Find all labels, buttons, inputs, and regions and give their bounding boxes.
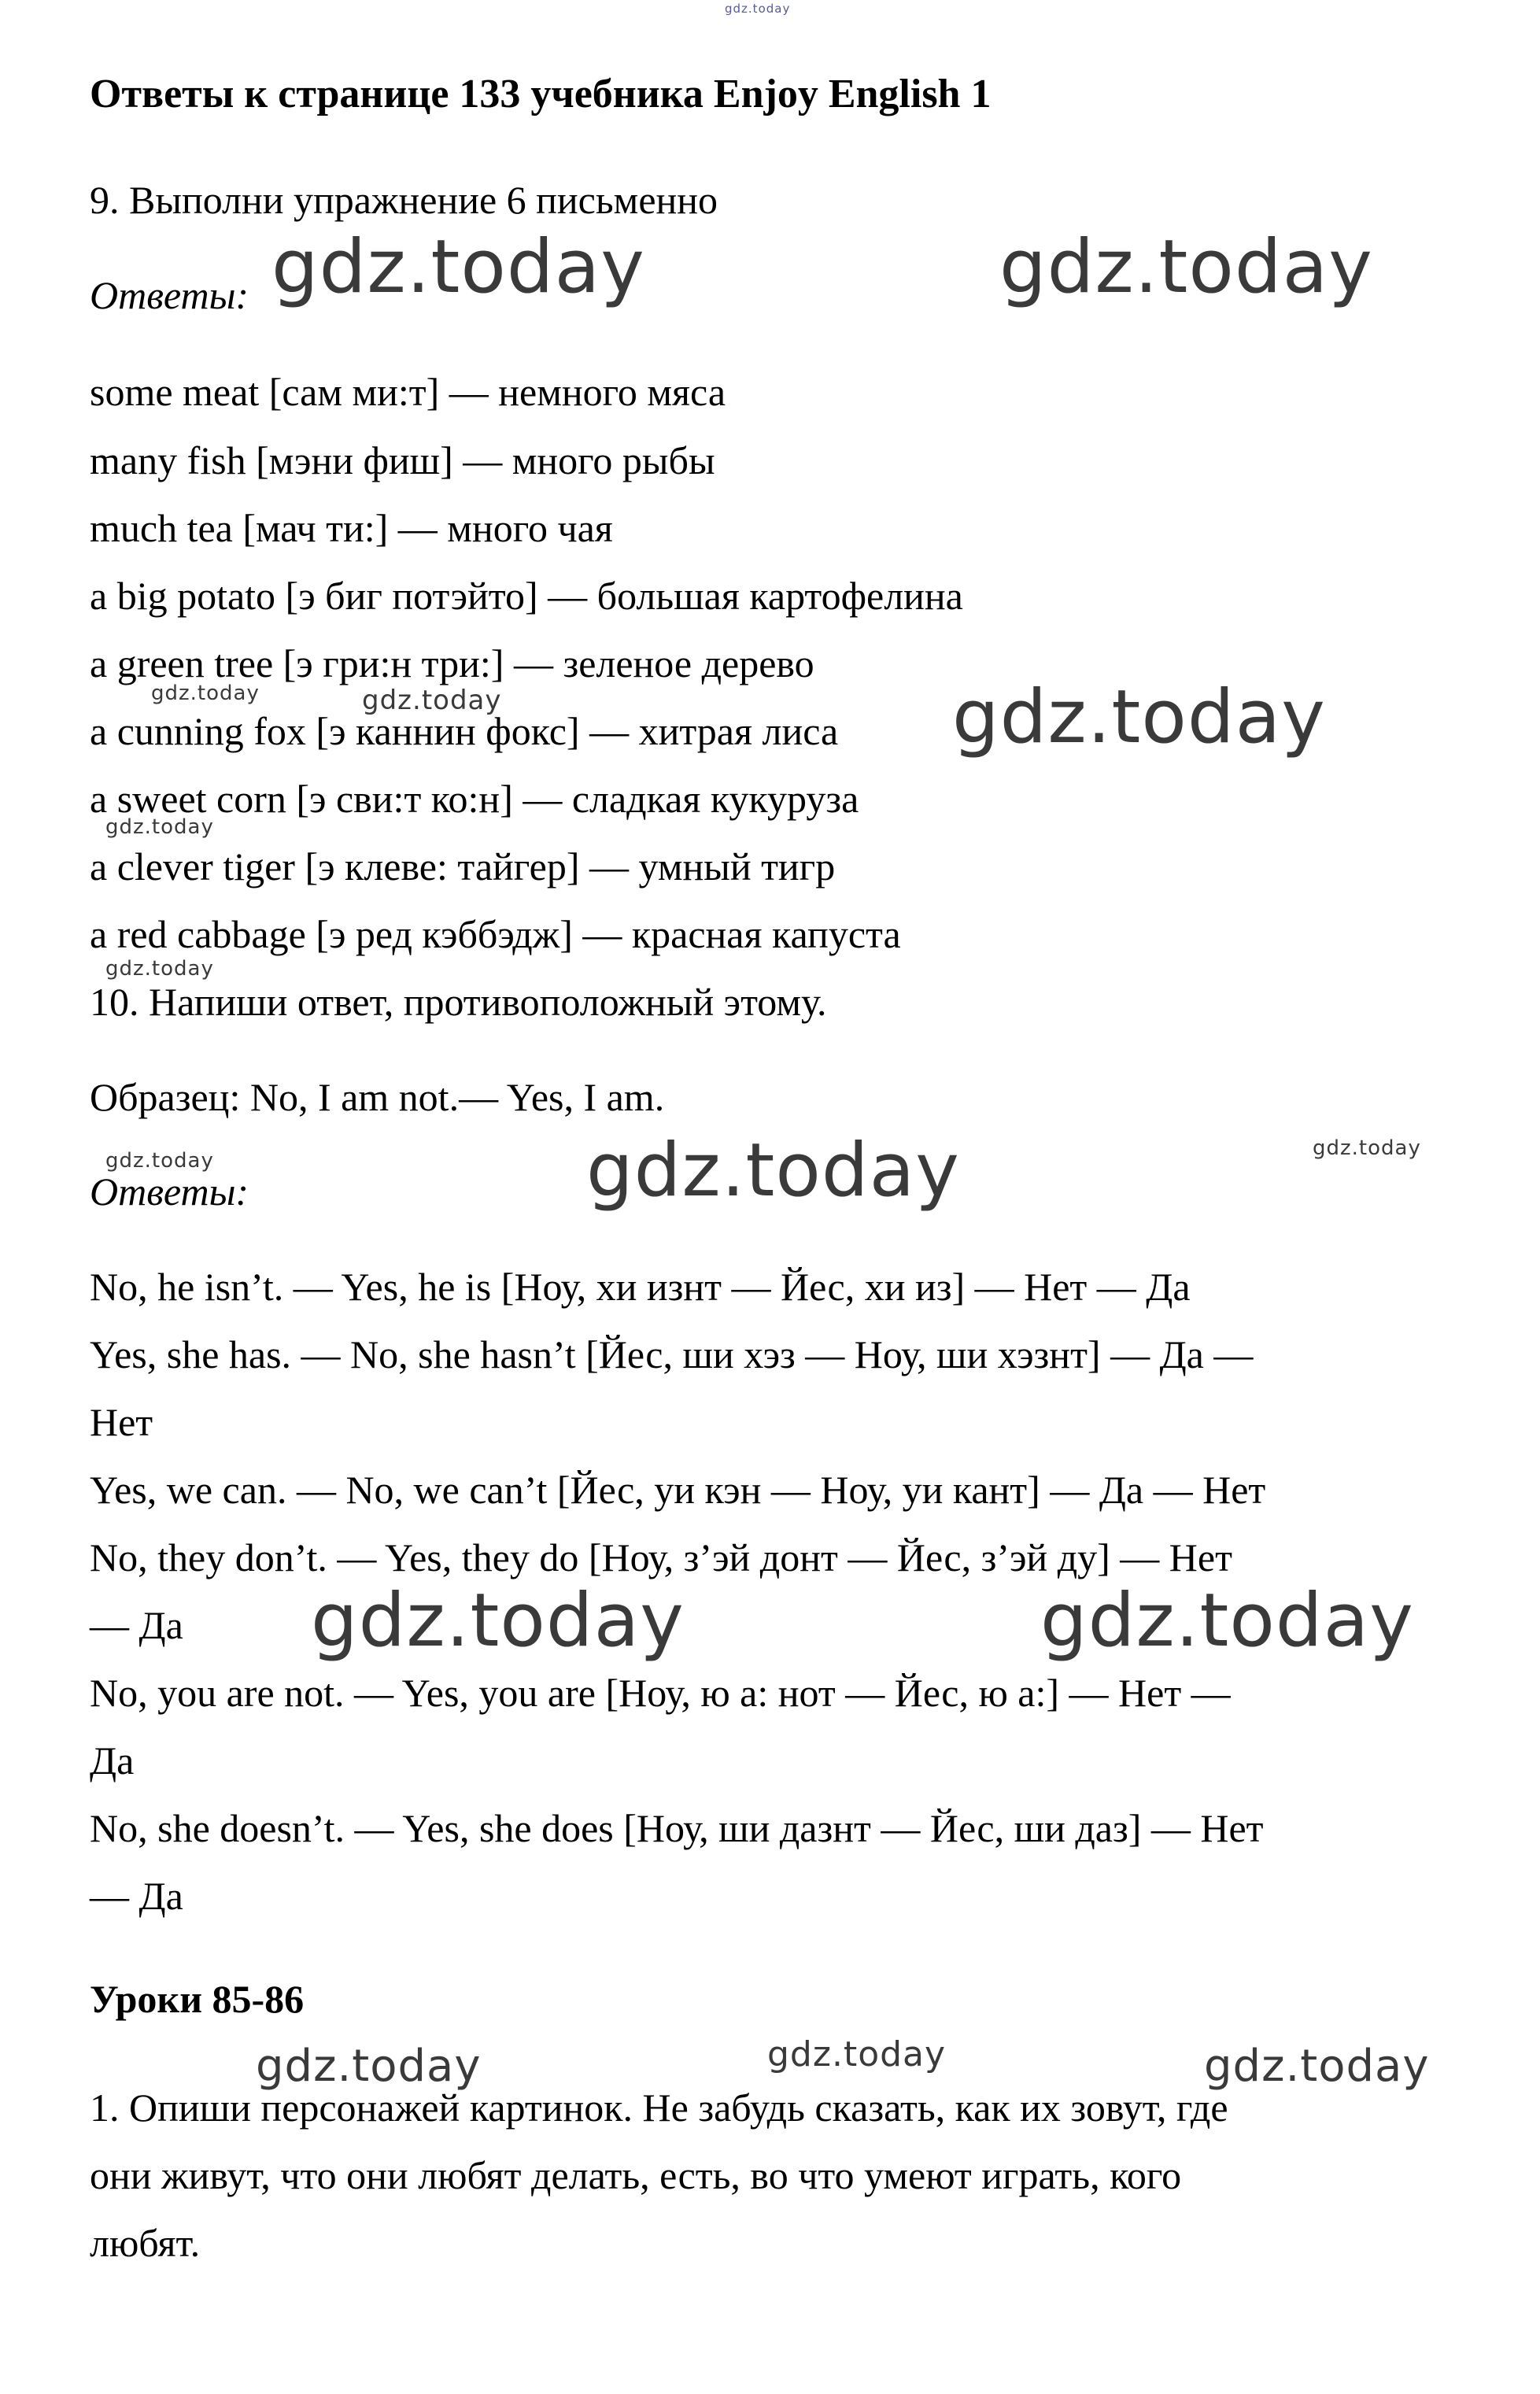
- lessons-line: они живут, что они любят делать, есть, во что умеют играть, кого: [90, 2153, 1182, 2197]
- exercise-10-line: — Да: [90, 1874, 183, 1918]
- exercise-10-answers-label: Ответы:: [90, 1169, 249, 1214]
- lessons-line: 1. Опиши персонажей картинок. Не забудь сказать, как их зовут, где: [90, 2086, 1228, 2130]
- exercise-10-sample: Образец: No, I am not.— Yes, I am.: [90, 1075, 665, 1119]
- exercise-10-task: 10. Напиши ответ, противоположный этому.: [90, 980, 827, 1024]
- exercise-9-line: a big potato [э биг потэйто] — большая картофелина: [90, 574, 963, 618]
- exercise-9-line: a green tree [э гри:н три:] — зеленое дерево: [90, 641, 814, 685]
- exercise-9-line: much tea [мач ти:] — много чая: [90, 506, 613, 550]
- exercise-9-line: a cunning fox [э каннин фокс] — хитрая лиса: [90, 709, 839, 753]
- page-title: Ответы к странице 133 учебника Enjoy English 1: [90, 72, 992, 116]
- watermark: gdz.today: [105, 1149, 214, 1173]
- watermark: gdz.today: [311, 1578, 685, 1664]
- exercise-9-answers-label: Ответы:: [90, 273, 249, 317]
- exercise-9-line: a red cabbage [э ред кэббэдж] — красная капуста: [90, 912, 901, 956]
- watermark: gdz.today: [999, 224, 1373, 310]
- exercise-10-line: No, he isn’t. — Yes, he is [Ноу, хи изнт — Йес, хи из] — Нет — Да: [90, 1265, 1191, 1309]
- exercise-10-line: No, she doesn’t. — Yes, she does [Ноу, ши дазнт — Йес, ши даз] — Нет: [90, 1806, 1264, 1850]
- exercise-9-line: many fish [мэни фиш] — много рыбы: [90, 438, 715, 482]
- exercise-10-line: Нет: [90, 1400, 153, 1444]
- watermark: gdz.today: [952, 674, 1326, 760]
- exercise-10-line: Yes, we can. — No, we can’t [Йес, уи кэн — Ноу, уи кант] — Да — Нет: [90, 1468, 1266, 1512]
- watermark: gdz.today: [1313, 1136, 1421, 1160]
- watermark: gdz.today: [586, 1128, 960, 1214]
- lessons-heading: Уроки 85-86: [90, 1977, 305, 2021]
- watermark: gdz.today: [1204, 2041, 1430, 2092]
- watermark: gdz.today: [725, 2, 791, 16]
- watermark: gdz.today: [271, 224, 645, 310]
- exercise-10-line: Yes, she has. — No, she hasn’t [Йес, ши хэз — Ноу, ши хэзнт] — Да —: [90, 1332, 1254, 1376]
- exercise-10-line: No, you are not. — Yes, you are [Ноу, ю а: нот — Йес, ю а:] — Нет —: [90, 1671, 1231, 1715]
- exercise-9-line: a sweet corn [э сви:т ко:н] — сладкая кукуруза: [90, 777, 859, 821]
- exercise-9-line: a clever tiger [э клеве: тайгер] — умный тигр: [90, 844, 836, 889]
- exercise-9-task: 9. Выполни упражнение 6 письменно: [90, 178, 718, 222]
- watermark: gdz.today: [1040, 1578, 1414, 1664]
- watermark: gdz.today: [256, 2041, 482, 2092]
- watermark: gdz.today: [151, 682, 260, 705]
- watermark: gdz.today: [105, 957, 214, 981]
- exercise-10-line: — Да: [90, 1603, 183, 1647]
- watermark: gdz.today: [105, 815, 214, 839]
- lessons-line: любят.: [90, 2221, 201, 2265]
- exercise-10-line: No, they don’t. — Yes, they do [Ноу, з’эй донт — Йес, з’эй ду] — Нет: [90, 1535, 1232, 1579]
- watermark: gdz.today: [362, 685, 502, 716]
- exercise-10-line: Да: [90, 1738, 135, 1783]
- exercise-9-line: some meat [сам ми:т] — немного мяса: [90, 370, 726, 414]
- watermark: gdz.today: [767, 2034, 947, 2074]
